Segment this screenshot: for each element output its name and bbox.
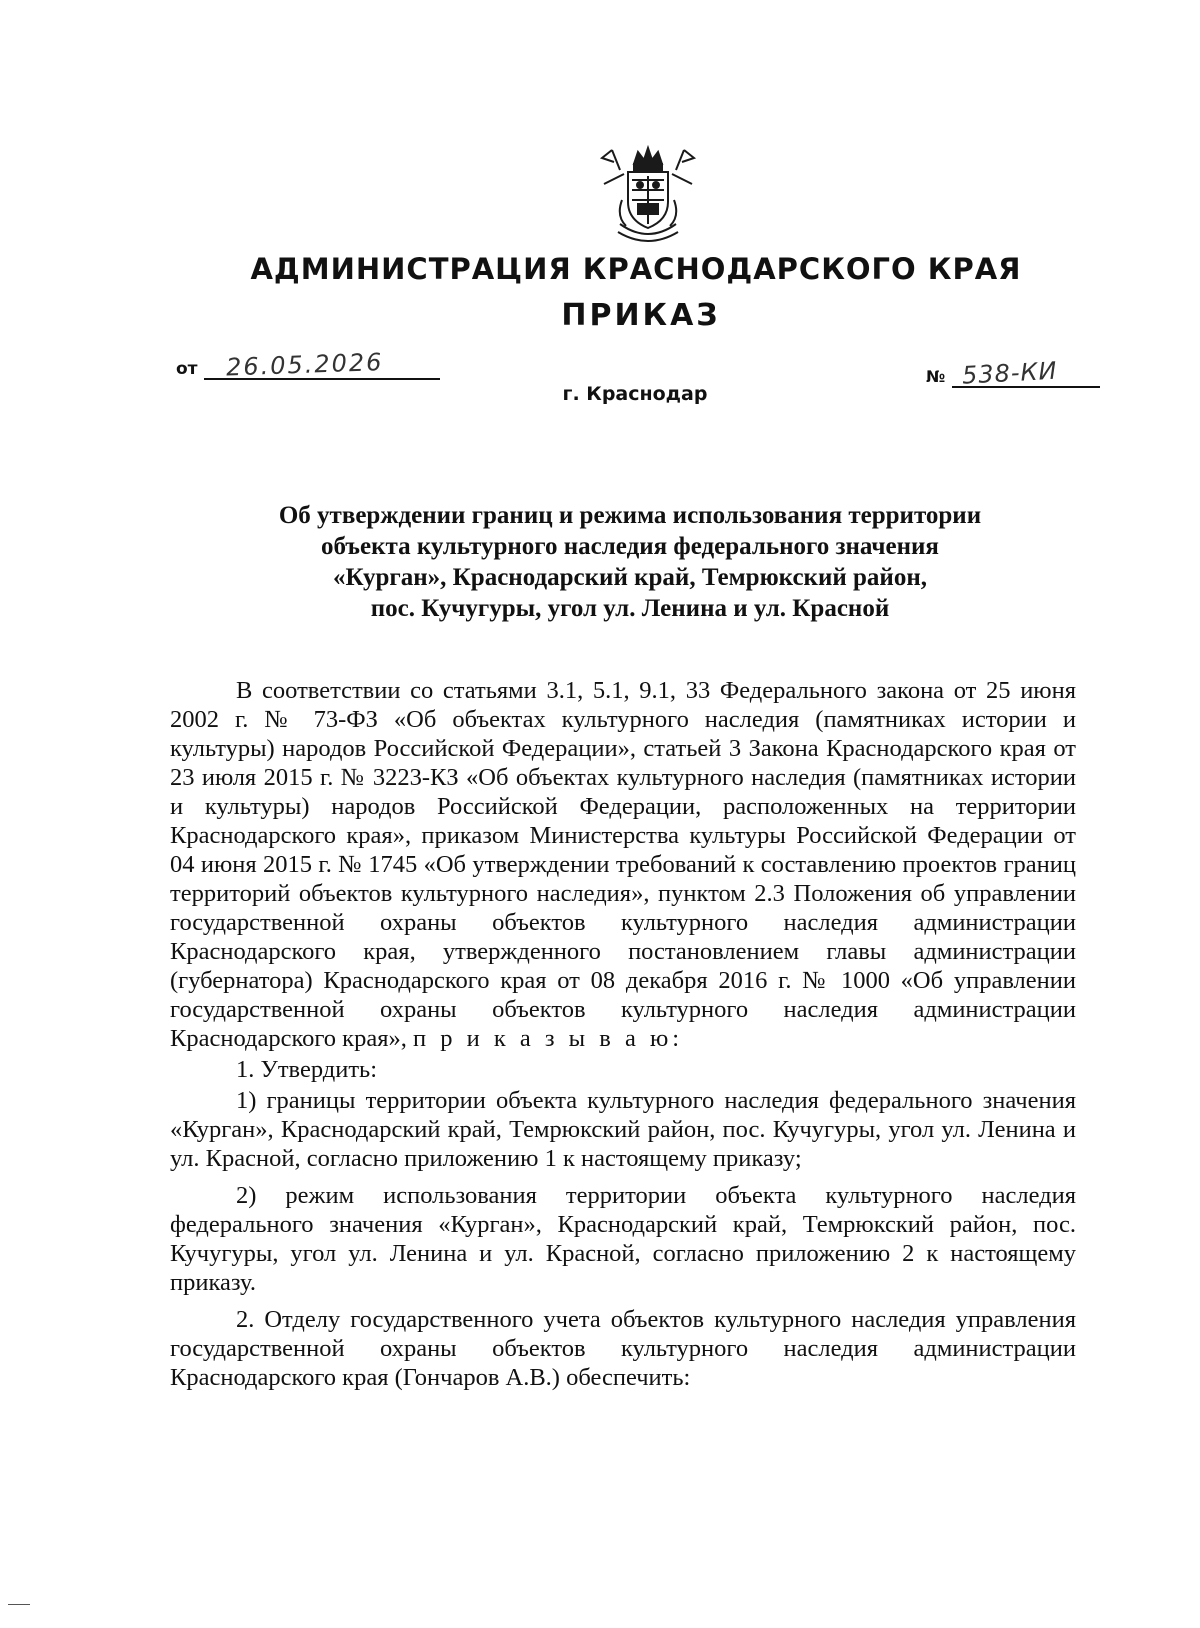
document-body xyxy=(170,676,1076,1392)
preamble-paragraph xyxy=(170,676,1076,1053)
subject-line: «Курган», Краснодарский край, Темрюкский район, xyxy=(333,564,927,591)
organization-title: АДМИНИСТРАЦИЯ КРАСНОДАРСКОГО КРАЯ xyxy=(250,252,1022,286)
subject-line: объекта культурного наследия федерального значения xyxy=(321,533,939,560)
number-prefix: № xyxy=(926,367,946,386)
date-prefix: от xyxy=(176,359,198,379)
item-2: 2. Отделу государственного учета объектов культурного наследия управления государственной охраны объектов культурного наследия администрации Краснодарского края (Гончаров А.В.) обеспечить: xyxy=(170,1306,1076,1391)
city: г. Краснодар xyxy=(562,383,708,405)
order-word: п р и к а з ы в а ю: xyxy=(412,1025,684,1052)
krasnodar-coat-of-arms-icon xyxy=(598,140,698,250)
subject-line: пос. Кучугуры, угол ул. Ленина и ул. Красной xyxy=(370,595,890,622)
preamble-text: В соответствии со статьями 3.1, 5.1, 9.1, 33 Федерального закона от 25 июня 2002 г. № 73-ФЗ «Об объектах культурного наследия (памятниках истории и культуры) народов Российской Федерации», статьей 3 Закона Краснодарского края от 23 июля 2015 г. № 3223-КЗ «Об объектах культурного наследия (памятниках истории и культуры) народов Российской Федерации, расположенных на территории Краснодарского края», приказом Министерства культуры Российской Федерации от 04 июня 2015 г. № 1745 «Об утверждении требований к составлению проектов границ территорий объектов культурного наследия», пунктом 2.3 Положения об управлении государственной охраны объектов культурного наследия администрации Краснодарского края, утвержденного постановлением главы администрации (губернатора) Краснодарского края от 08 декабря 2016 г. № 1000 «Об управлении государственной охраны объектов культурного наследия администрации Краснодарского края», xyxy=(170,677,1076,1052)
number-value: 538-КИ xyxy=(961,356,1059,390)
item-1-2: 2) режим использования территории объекта культурного наследия федерального значения «Курган», Краснодарский край, Темрюкский район, пос. Кучугуры, угол ул. Ленина и ул. Красной, согласно приложению 2 к настоящему приказу. xyxy=(170,1182,1076,1296)
date-value: 26.05.2026 xyxy=(225,348,384,382)
item-1-1: 1) границы территории объекта культурного наследия федерального значения «Курган», Краснодарский край, Темрюкский район, пос. Кучугуры, угол ул. Ленина и ул. Красной, согласно приложению 1 к настоящему приказу; xyxy=(170,1087,1076,1172)
subject-line: Об утверждении границ и режима использования территории xyxy=(278,502,982,529)
item-1: 1. Утвердить: xyxy=(236,1056,378,1083)
document-subject xyxy=(170,500,1090,624)
document-type: ПРИКАЗ xyxy=(561,298,721,333)
margin-mark xyxy=(8,1604,30,1605)
